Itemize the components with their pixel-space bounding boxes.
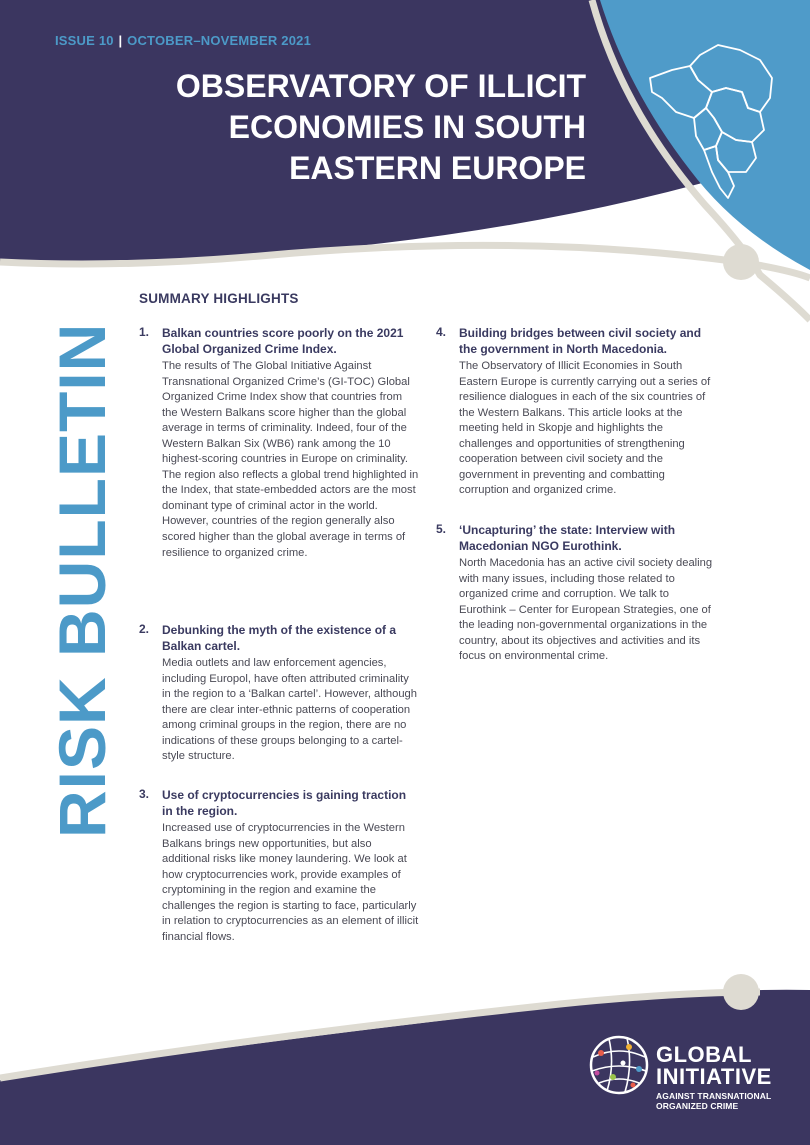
logo-line-4: ORGANIZED CRIME xyxy=(656,1101,739,1111)
issue-separator: | xyxy=(118,33,123,48)
logo-line-1: GLOBAL xyxy=(656,1042,752,1067)
issue-date: OCTOBER–NOVEMBER 2021 xyxy=(127,33,312,48)
title-line-2: ECONOMIES IN SOUTH xyxy=(228,109,586,145)
item-number: 3. xyxy=(139,787,150,801)
item-body: Media outlets and law enforcement agencies, including Europol, have often attributed criminality in the region to a ‘Balkan cartel’. However, although there are clear inter-ethnic patterns of cooperation among criminal groups in the region, there are no indications of these groups belonging to a cartel-style structure. xyxy=(162,657,417,763)
item-body: Increased use of cryptocurrencies in the Western Balkans brings new opportunities, but also additional risks like money laundering. We look at how cryptocurrencies work, provide examples of cryptomining in the region and examine the challenges the region is starting to face, particularly in relation to cryptocurrencies as an element of illicit financial flows. xyxy=(162,822,419,943)
item-number: 2. xyxy=(139,622,150,636)
global-initiative-logo xyxy=(656,1044,772,1111)
summary-item-2 xyxy=(139,622,419,765)
issue-number: ISSUE 10 xyxy=(55,33,114,48)
item-title: Use of cryptocurrencies is gaining traction in the region. xyxy=(162,788,407,818)
issue-line xyxy=(55,33,311,48)
item-title: Balkan countries score poorly on the 2021 Global Organized Crime Index. xyxy=(162,326,404,356)
summary-heading: SUMMARY HIGHLIGHTS xyxy=(139,291,299,306)
item-title: ‘Uncapturing’ the state: Interview with Macedonian NGO Eurothink. xyxy=(459,523,676,553)
title-line-3: EASTERN EUROPE xyxy=(289,150,586,186)
logo-line-3: AGAINST TRANSNATIONAL xyxy=(656,1091,772,1101)
item-number: 4. xyxy=(436,325,447,339)
risk-bulletin-side-title: RISK BULLETIN xyxy=(45,322,119,838)
page-title xyxy=(26,66,586,189)
item-number: 1. xyxy=(139,325,150,339)
item-title: Debunking the myth of the existence of a Balkan cartel. xyxy=(162,623,397,653)
summary-item-4 xyxy=(436,325,716,499)
junction-dot-bottom xyxy=(723,974,759,1010)
item-body: The results of The Global Initiative Against Transnational Organized Crime’s (GI-TOC) Global Organized Crime Index show that countries from the Western Balkans score higher than the global average in terms of criminality. Indeed, four of the Western Balkan Six (WB6) rank among the 10 highest-scoring countries in Europe on criminality. The region also reflects a global trend highlighted in the Index, that state-embedded actors are the most dominant type of criminal actor in the world. However, countries of the region generally also scored higher than the global average in terms of resilience to organized crime. xyxy=(162,360,419,559)
item-body: North Macedonia has an active civil society dealing with many issues, including those related to organized crime and corruption. We talk to Eurothink – Center for European Strategies, one of the leading non-governmental organizations in the country, about its objectives and activities and its focus on environmental crime. xyxy=(459,557,713,663)
summary-item-5 xyxy=(436,522,716,665)
item-number: 5. xyxy=(436,522,447,536)
item-title: Building bridges between civil society and the government in North Macedonia. xyxy=(459,326,702,356)
summary-item-1 xyxy=(139,325,419,561)
title-line-1: OBSERVATORY OF ILLICIT xyxy=(175,68,586,104)
logo-line-2: INITIATIVE xyxy=(656,1064,772,1089)
summary-item-3 xyxy=(139,787,419,945)
junction-dot xyxy=(723,244,759,280)
item-body: The Observatory of Illicit Economies in South Eastern Europe is currently carrying out a series of resilience dialogues in each of the six countries of the Western Balkans. This article looks at the meeting held in Skopje and highlights the challenges and opportunities of strengthening cooperation between civil society and the government in preventing and combatting corruption and organized crime. xyxy=(459,360,711,497)
